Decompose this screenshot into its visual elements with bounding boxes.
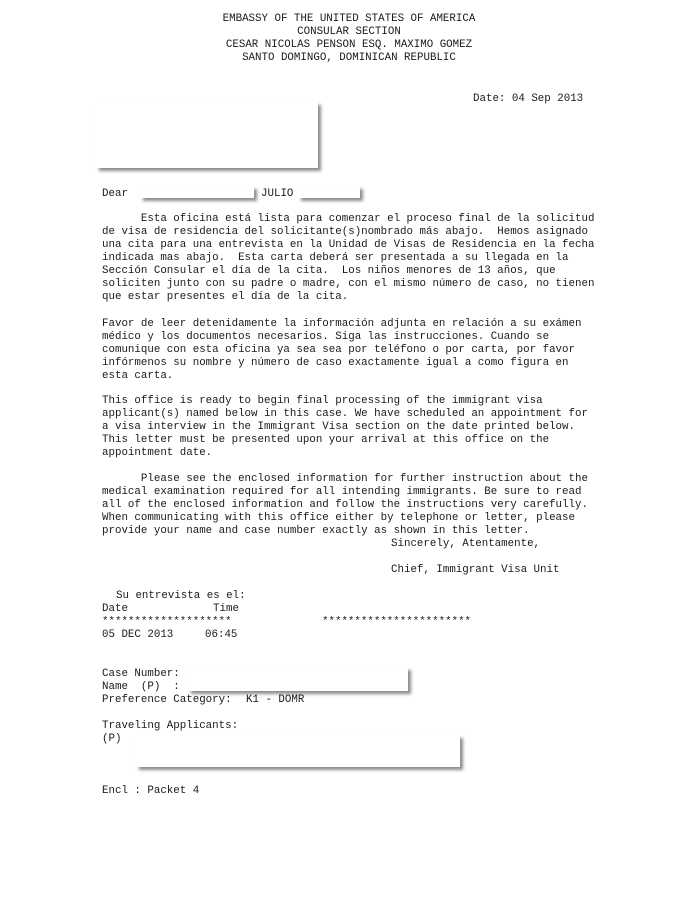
redacted-case-details	[188, 667, 408, 691]
appointment-time-label: Time	[213, 603, 239, 615]
paragraph-spanish-intro: Esta oficina está lista para comenzar el proceso final de la solicitud de visa de residencia del solicitante(s)nombrado más abajo. Hemos asignado una cita para una entrevista en la Unidad de Visas de Residencia en la fecha indicada mas abajo. Esta carta deberá ser presentada a su llegada en la Sección Consular el día de la cita. Los niños menores de 13 años, que soliciten junto con su padre o madre, con el mismo número de caso, no tienen que estar presentes el día de la cita.	[102, 213, 595, 303]
appointment-title: Su entrevista es el:	[116, 590, 246, 602]
closing-sincerely: Sincerely, Atentamente,	[391, 538, 541, 550]
preference-category-value: K1 - DOMR	[246, 694, 305, 706]
preference-category-label: Preference Category:	[102, 694, 232, 706]
appointment-time-value: 06:45	[205, 629, 238, 641]
redacted-traveling-applicants	[136, 735, 460, 767]
closing-signature: Chief, Immigrant Visa Unit	[391, 564, 560, 576]
salutation-name: JULIO	[261, 188, 294, 200]
appointment-stars-right: ***********************	[322, 616, 472, 628]
consular-section: CONSULAR SECTION	[297, 26, 401, 38]
appointment-stars-left: ********************	[102, 616, 232, 628]
case-number-label: Case Number:	[102, 668, 180, 680]
embassy-name: EMBASSY OF THE UNITED STATES OF AMERICA	[222, 13, 476, 25]
embassy-address: CESAR NICOLAS PENSON ESQ. MAXIMO GOMEZ	[225, 39, 473, 51]
appointment-date-value: 05 DEC 2013	[102, 629, 174, 641]
redacted-surname	[140, 186, 254, 198]
paragraph-english-intro: This office is ready to begin final processing of the immigrant visa applicant(s) named below in this case. We have scheduled an appointment for a visa interview in the Immigrant Visa section on the date printed below. This letter must be presented upon your arrival at this office on the appointment date.	[102, 395, 588, 459]
traveling-applicant-entry: (P)	[102, 733, 122, 745]
redacted-address-block	[96, 102, 318, 168]
enclosure-note: Encl : Packet 4	[102, 785, 200, 797]
embassy-city: SANTO DOMINGO, DOMINICAN REPUBLIC	[242, 52, 456, 64]
applicant-name-label: Name (P) :	[102, 681, 180, 693]
traveling-applicants-label: Traveling Applicants:	[102, 720, 239, 732]
redacted-name-suffix	[298, 186, 360, 198]
paragraph-spanish-instructions: Favor de leer detenidamente la información adjunta en relación a su exámen médico y los documentos necesarios. Siga las instrucciones. Cuando se comunique con esta oficina ya sea sea por teléfono o por carta, por favor infórmenos su nombre y número de caso exactamente igual a como figura en esta carta.	[102, 318, 582, 382]
letter-date: Date: 04 Sep 2013	[473, 93, 584, 105]
appointment-date-label: Date	[102, 603, 128, 615]
salutation-dear: Dear	[102, 188, 128, 200]
paragraph-english-instructions: Please see the enclosed information for further instruction about the medical examination required for all intending immigrants. Be sure to read all of the enclosed information and follow the instructions very carefully. When communicating with this office either by telephone or letter, please provide your name and case number exactly as shown in this letter.	[102, 473, 588, 537]
